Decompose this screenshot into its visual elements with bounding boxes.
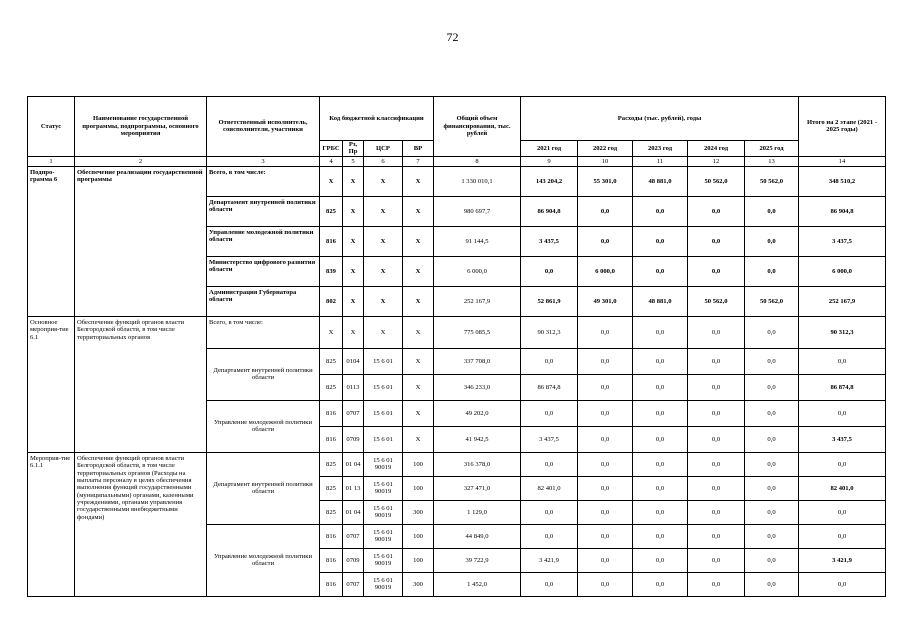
table-row <box>28 316 886 348</box>
name-cell: Обеспечение функций органов власти Белгородской области, в том числе территориальных органов (Расходы на выплаты персоналу в целях обеспечения выполнения функций государственными (муниципальными) органами, казенными учреждениями, органами управления государственными внебюджетными фондами) <box>75 452 207 596</box>
cell-y2: 0,0 <box>578 348 633 374</box>
cell-y4: 0,0 <box>688 316 745 348</box>
cell-total: 39 722,9 <box>434 548 521 572</box>
cell-y5: 0,0 <box>745 426 799 452</box>
cell-y2: 49 301,0 <box>578 286 633 316</box>
cell-rz: 0709 <box>343 426 364 452</box>
executor-cell: Всего, в том числе: <box>207 166 320 196</box>
executor-cell: Министерство цифрового развития области <box>207 256 320 286</box>
cell-total: 1 452,0 <box>434 572 521 596</box>
cell-y4: 0,0 <box>688 348 745 374</box>
colnum: 1 <box>28 156 75 166</box>
cell-rz: X <box>343 196 364 226</box>
cell-grbs: 839 <box>320 256 343 286</box>
cell-y3: 0,0 <box>633 316 688 348</box>
cell-y3: 0,0 <box>633 548 688 572</box>
cell-y1: 0,0 <box>521 348 578 374</box>
cell-grbs: 802 <box>320 286 343 316</box>
cell-grbs: 825 <box>320 348 343 374</box>
cell-grbs: 825 <box>320 196 343 226</box>
cell-y2: 55 301,0 <box>578 166 633 196</box>
cell-y5: 0,0 <box>745 572 799 596</box>
cell-y5: 0,0 <box>745 226 799 256</box>
cell-grbs: X <box>320 316 343 348</box>
header-rz: Рз, Пр <box>343 141 364 157</box>
cell-y5: 0,0 <box>745 316 799 348</box>
cell-total: 91 144,5 <box>434 226 521 256</box>
header-total: Общий объем финансирования, тыс. рублей <box>434 97 521 157</box>
cell-y3: 0,0 <box>633 572 688 596</box>
cell-y1: 0,0 <box>521 452 578 476</box>
colnum: 13 <box>745 156 799 166</box>
cell-y4: 0,0 <box>688 226 745 256</box>
cell-y1: 0,0 <box>521 400 578 426</box>
budget-table <box>27 96 886 597</box>
cell-y4: 0,0 <box>688 452 745 476</box>
cell-rz: 01 04 <box>343 452 364 476</box>
cell-y4: 0,0 <box>688 524 745 548</box>
cell-csr: 15 6 01 90019 <box>364 524 403 548</box>
cell-vr: 100 <box>403 452 434 476</box>
cell-y3: 48 881,0 <box>633 286 688 316</box>
header-2024: 2024 год <box>688 141 745 157</box>
cell-grbs: 825 <box>320 452 343 476</box>
cell-grbs: 816 <box>320 400 343 426</box>
cell-itogo: 0,0 <box>799 572 886 596</box>
table-row <box>28 166 886 196</box>
executor-cell: Департамент внутренней политики области <box>207 348 320 400</box>
cell-y1: 0,0 <box>521 500 578 524</box>
cell-grbs: 825 <box>320 500 343 524</box>
cell-y2: 0,0 <box>578 374 633 400</box>
cell-y1: 3 437,5 <box>521 226 578 256</box>
cell-csr: X <box>364 196 403 226</box>
cell-grbs: 816 <box>320 524 343 548</box>
cell-itogo: 252 167,9 <box>799 286 886 316</box>
cell-y1: 86 874,8 <box>521 374 578 400</box>
cell-itogo: 0,0 <box>799 452 886 476</box>
header-vr: ВР <box>403 141 434 157</box>
header-expenses: Расходы (тыс. рублей), годы <box>521 97 799 141</box>
colnum: 9 <box>521 156 578 166</box>
cell-grbs: X <box>320 166 343 196</box>
cell-vr: X <box>403 166 434 196</box>
cell-rz: 0707 <box>343 524 364 548</box>
cell-y3: 0,0 <box>633 452 688 476</box>
cell-y4: 0,0 <box>688 374 745 400</box>
cell-itogo: 6 000,0 <box>799 256 886 286</box>
colnum: 6 <box>364 156 403 166</box>
cell-y5: 0,0 <box>745 400 799 426</box>
cell-grbs: 816 <box>320 572 343 596</box>
cell-itogo: 348 510,2 <box>799 166 886 196</box>
cell-y2: 0,0 <box>578 572 633 596</box>
colnum: 10 <box>578 156 633 166</box>
cell-y4: 0,0 <box>688 426 745 452</box>
cell-y2: 0,0 <box>578 476 633 500</box>
name-cell: Обеспечение реализации государственной программы <box>75 166 207 316</box>
colnum: 4 <box>320 156 343 166</box>
cell-y2: 0,0 <box>578 316 633 348</box>
cell-y3: 0,0 <box>633 500 688 524</box>
cell-vr: X <box>403 426 434 452</box>
header-2022: 2022 год <box>578 141 633 157</box>
cell-y1: 3 421,9 <box>521 548 578 572</box>
cell-y5: 0,0 <box>745 256 799 286</box>
cell-csr: X <box>364 316 403 348</box>
cell-y1: 3 437,5 <box>521 426 578 452</box>
cell-y5: 0,0 <box>745 476 799 500</box>
cell-itogo: 3 421,9 <box>799 548 886 572</box>
cell-total: 346 233,0 <box>434 374 521 400</box>
cell-rz: 0709 <box>343 548 364 572</box>
cell-vr: 300 <box>403 500 434 524</box>
cell-vr: 100 <box>403 548 434 572</box>
header-status: Статус <box>28 97 75 157</box>
cell-y2: 0,0 <box>578 524 633 548</box>
cell-y5: 0,0 <box>745 524 799 548</box>
cell-itogo: 90 312,3 <box>799 316 886 348</box>
cell-y1: 52 861,9 <box>521 286 578 316</box>
cell-csr: 15 6 01 90019 <box>364 572 403 596</box>
cell-y5: 0,0 <box>745 374 799 400</box>
cell-y4: 50 562,0 <box>688 166 745 196</box>
colnum: 5 <box>343 156 364 166</box>
page-number: 72 <box>446 30 459 44</box>
cell-y4: 0,0 <box>688 256 745 286</box>
cell-rz: X <box>343 316 364 348</box>
cell-y4: 0,0 <box>688 500 745 524</box>
cell-y5: 50 562,0 <box>745 286 799 316</box>
cell-y1: 0,0 <box>521 256 578 286</box>
cell-y1: 143 204,2 <box>521 166 578 196</box>
cell-itogo: 86 874,8 <box>799 374 886 400</box>
cell-y3: 0,0 <box>633 476 688 500</box>
executor-cell: Администрация Губернатора области <box>207 286 320 316</box>
cell-vr: X <box>403 400 434 426</box>
cell-grbs: 816 <box>320 426 343 452</box>
header-csr: ЦСР <box>364 141 403 157</box>
cell-vr: 100 <box>403 476 434 500</box>
colnum: 7 <box>403 156 434 166</box>
cell-itogo: 0,0 <box>799 500 886 524</box>
cell-y1: 0,0 <box>521 524 578 548</box>
cell-rz: 01 13 <box>343 476 364 500</box>
cell-y3: 0,0 <box>633 374 688 400</box>
cell-total: 775 085,5 <box>434 316 521 348</box>
cell-itogo: 0,0 <box>799 348 886 374</box>
status-cell: Мероприя-тие 6.1.1 <box>28 452 75 596</box>
cell-vr: X <box>403 196 434 226</box>
cell-y2: 0,0 <box>578 452 633 476</box>
column-numbers-row <box>28 156 886 166</box>
cell-total: 327 471,0 <box>434 476 521 500</box>
header-2023: 2023 год <box>633 141 688 157</box>
cell-y2: 0,0 <box>578 226 633 256</box>
cell-y3: 0,0 <box>633 400 688 426</box>
status-cell: Подпро-грамма 6 <box>28 166 75 316</box>
cell-itogo: 82 401,0 <box>799 476 886 500</box>
executor-cell: Управление молодежной политики области <box>207 400 320 452</box>
cell-y3: 0,0 <box>633 426 688 452</box>
cell-vr: X <box>403 316 434 348</box>
cell-rz: 0104 <box>343 348 364 374</box>
executor-cell: Управление молодежной политики области <box>207 524 320 596</box>
colnum: 3 <box>207 156 320 166</box>
header-2021: 2021 год <box>521 141 578 157</box>
cell-y4: 0,0 <box>688 476 745 500</box>
cell-itogo: 3 437,5 <box>799 426 886 452</box>
cell-y2: 0,0 <box>578 548 633 572</box>
cell-csr: 15 6 01 <box>364 348 403 374</box>
cell-y2: 0,0 <box>578 196 633 226</box>
cell-vr: X <box>403 256 434 286</box>
cell-itogo: 0,0 <box>799 400 886 426</box>
cell-y3: 0,0 <box>633 196 688 226</box>
colnum: 2 <box>75 156 207 166</box>
cell-grbs: 816 <box>320 548 343 572</box>
cell-grbs: 825 <box>320 476 343 500</box>
cell-grbs: 825 <box>320 374 343 400</box>
colnum: 14 <box>799 156 886 166</box>
cell-y4: 0,0 <box>688 548 745 572</box>
cell-vr: 100 <box>403 524 434 548</box>
cell-y5: 0,0 <box>745 548 799 572</box>
cell-csr: X <box>364 226 403 256</box>
cell-csr: 15 6 01 <box>364 400 403 426</box>
cell-y4: 50 562,0 <box>688 286 745 316</box>
executor-cell: Управление молодежной политики области <box>207 226 320 256</box>
cell-csr: 15 6 01 90019 <box>364 452 403 476</box>
cell-y2: 0,0 <box>578 500 633 524</box>
header-executor: Ответственный исполнитель, соисполнители, участники <box>207 97 320 157</box>
cell-rz: X <box>343 166 364 196</box>
cell-y1: 90 312,3 <box>521 316 578 348</box>
cell-csr: X <box>364 256 403 286</box>
colnum: 12 <box>688 156 745 166</box>
cell-csr: 15 6 01 <box>364 374 403 400</box>
colnum: 8 <box>434 156 521 166</box>
cell-itogo: 86 904,8 <box>799 196 886 226</box>
cell-rz: X <box>343 226 364 256</box>
cell-vr: X <box>403 348 434 374</box>
cell-itogo: 3 437,5 <box>799 226 886 256</box>
status-cell: Основное мероприя-тие 6.1 <box>28 316 75 452</box>
cell-y1: 0,0 <box>521 572 578 596</box>
cell-total: 6 000,0 <box>434 256 521 286</box>
cell-total: 44 849,0 <box>434 524 521 548</box>
cell-total: 49 202,0 <box>434 400 521 426</box>
cell-rz: X <box>343 256 364 286</box>
cell-y4: 0,0 <box>688 196 745 226</box>
cell-y3: 0,0 <box>633 524 688 548</box>
cell-csr: X <box>364 286 403 316</box>
cell-rz: 0707 <box>343 400 364 426</box>
cell-y2: 0,0 <box>578 400 633 426</box>
cell-rz: X <box>343 286 364 316</box>
executor-cell: Департамент внутренней политики области <box>207 196 320 226</box>
cell-csr: X <box>364 166 403 196</box>
cell-y5: 0,0 <box>745 196 799 226</box>
cell-total: 252 167,9 <box>434 286 521 316</box>
cell-y4: 0,0 <box>688 400 745 426</box>
cell-total: 337 708,0 <box>434 348 521 374</box>
name-cell: Обеспечение функций органов власти Белгородской области, в том числе территориальных органов <box>75 316 207 452</box>
cell-y2: 6 000,0 <box>578 256 633 286</box>
cell-vr: 300 <box>403 572 434 596</box>
executor-cell: Всего, в том числе: <box>207 316 320 348</box>
cell-vr: X <box>403 374 434 400</box>
cell-y5: 0,0 <box>745 348 799 374</box>
cell-grbs: 816 <box>320 226 343 256</box>
executor-cell: Департамент внутренней политики области <box>207 452 320 524</box>
cell-vr: X <box>403 226 434 256</box>
cell-total: 316 378,0 <box>434 452 521 476</box>
colnum: 11 <box>633 156 688 166</box>
cell-rz: 0707 <box>343 572 364 596</box>
cell-total: 1 129,0 <box>434 500 521 524</box>
cell-y5: 50 562,0 <box>745 166 799 196</box>
cell-csr: 15 6 01 90019 <box>364 548 403 572</box>
header-grbs: ГРБС <box>320 141 343 157</box>
cell-y3: 0,0 <box>633 256 688 286</box>
header-name: Наименование государственной программы, подпрограммы, основного мероприятия <box>75 97 207 157</box>
cell-total: 1 330 010,1 <box>434 166 521 196</box>
header-itogo: Итого на 2 этапе (2021 - 2025 годы) <box>799 97 886 157</box>
cell-total: 980 697,7 <box>434 196 521 226</box>
cell-y2: 0,0 <box>578 426 633 452</box>
cell-vr: X <box>403 286 434 316</box>
cell-y3: 0,0 <box>633 226 688 256</box>
cell-y5: 0,0 <box>745 452 799 476</box>
cell-itogo: 0,0 <box>799 524 886 548</box>
cell-y4: 0,0 <box>688 572 745 596</box>
cell-rz: 01 04 <box>343 500 364 524</box>
cell-y1: 82 401,0 <box>521 476 578 500</box>
cell-total: 41 942,5 <box>434 426 521 452</box>
cell-y3: 0,0 <box>633 348 688 374</box>
header-budget-code: Код бюджетной классификации <box>320 97 434 141</box>
header-2025: 2025 год <box>745 141 799 157</box>
header-row <box>28 97 886 141</box>
cell-rz: 0113 <box>343 374 364 400</box>
cell-csr: 15 6 01 90019 <box>364 476 403 500</box>
table-row <box>28 452 886 476</box>
cell-csr: 15 6 01 <box>364 426 403 452</box>
cell-y3: 48 881,0 <box>633 166 688 196</box>
cell-y1: 86 904,8 <box>521 196 578 226</box>
cell-y5: 0,0 <box>745 500 799 524</box>
cell-csr: 15 6 01 90019 <box>364 500 403 524</box>
